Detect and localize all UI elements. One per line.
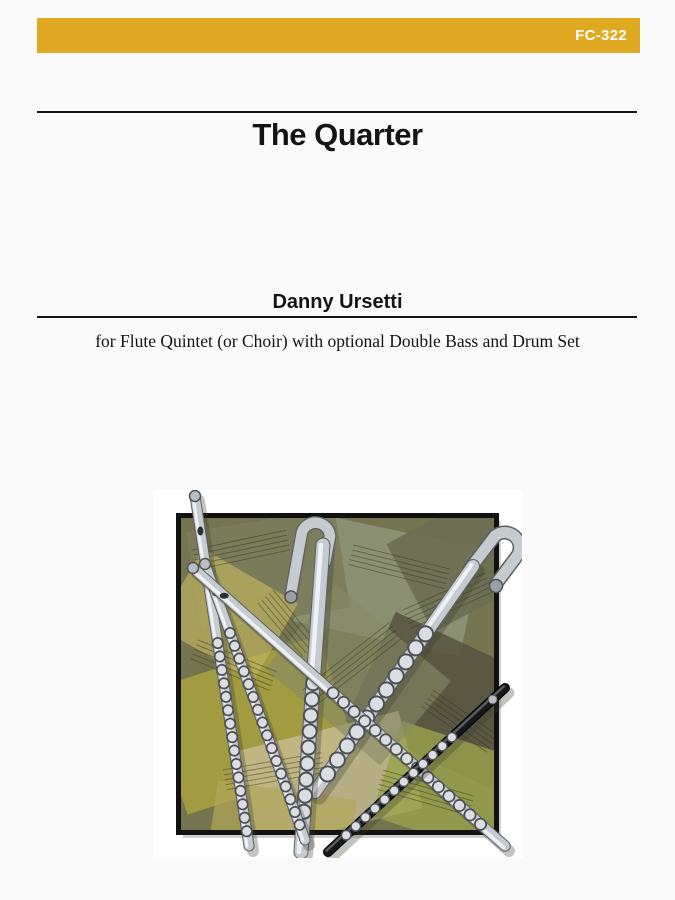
- composer-name: Danny Ursetti: [272, 291, 403, 313]
- title-rule: [37, 111, 637, 113]
- page-title: The Quarter: [252, 117, 423, 152]
- composer-rule: [37, 316, 637, 318]
- instrumentation-text: for Flute Quintet (or Choir) with optional Double Bass and Drum Set: [95, 331, 580, 351]
- flute-collage-image: [153, 490, 522, 858]
- catalog-number: FC-322: [575, 27, 627, 44]
- catalog-banner: [37, 18, 640, 53]
- cover-artwork: [153, 490, 522, 858]
